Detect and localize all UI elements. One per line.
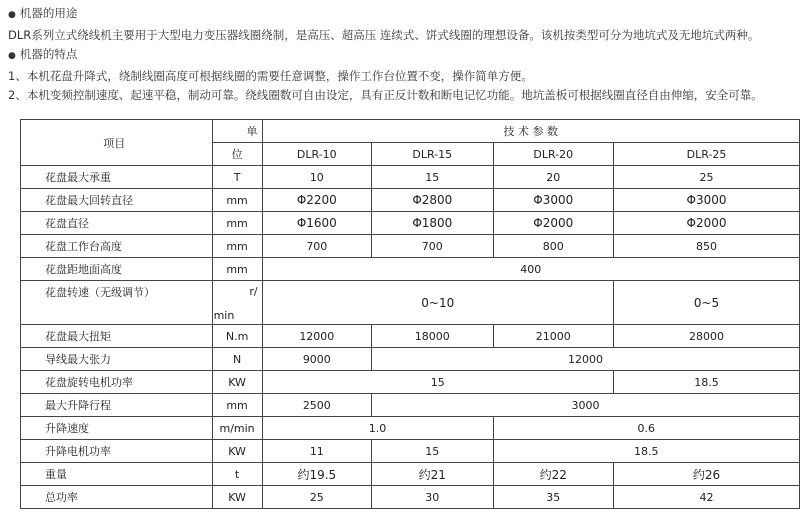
row-unit: mm <box>212 235 262 258</box>
cell-value: 0.6 <box>493 417 799 440</box>
cell-value: 10 <box>262 166 372 189</box>
row-label: 花盘工作台高度 <box>21 235 213 258</box>
row-label: 升降速度 <box>21 417 213 440</box>
intro-section <box>8 4 763 106</box>
cell-value: 800 <box>493 235 613 258</box>
row-unit: N <box>212 348 262 371</box>
cell-value: 18000 <box>372 325 493 348</box>
table-row <box>21 212 800 235</box>
cell-value: Φ1600 <box>262 212 372 235</box>
cell-value: Φ3000 <box>613 189 799 212</box>
row-unit: m/min <box>212 417 262 440</box>
model-header: DLR-15 <box>372 143 493 166</box>
cell-value: Φ2000 <box>493 212 613 235</box>
unit-bottom: min <box>213 309 235 322</box>
cell-value: 约26 <box>613 463 799 486</box>
row-label: 总功率 <box>21 486 213 509</box>
cell-value: 18.5 <box>613 371 799 394</box>
row-unit: KW <box>212 371 262 394</box>
cell-value: 1.0 <box>262 417 493 440</box>
row-label: 花盘直径 <box>21 212 213 235</box>
cell-value: 20 <box>493 166 613 189</box>
model-header: DLR-20 <box>493 143 613 166</box>
cell-value: 9000 <box>262 348 372 371</box>
table-row <box>21 325 800 348</box>
table-row <box>21 371 800 394</box>
cell-value: 0~10 <box>262 281 613 325</box>
table-row <box>21 235 800 258</box>
cell-value: 25 <box>262 486 372 509</box>
usage-title: 机器的用途 <box>19 6 78 20</box>
cell-value: 3000 <box>372 394 800 417</box>
row-unit: N.m <box>212 325 262 348</box>
cell-value: Φ2000 <box>613 212 799 235</box>
row-unit: mm <box>212 189 262 212</box>
row-unit: mm <box>212 394 262 417</box>
usage-text: DLR系列立式绕线机主要用于大型电力变压器线圈绕制，是高压、超高压 连续式、饼式线圈的理想设备。该机按类型可分为地坑式及无地坑式两种。 <box>8 27 760 42</box>
cell-value: Φ3000 <box>493 189 613 212</box>
bullet-icon: ● <box>8 10 16 20</box>
cell-value: 700 <box>372 235 493 258</box>
cell-value: 850 <box>613 235 799 258</box>
cell-value: 15 <box>262 371 613 394</box>
cell-value: Φ1800 <box>372 212 493 235</box>
cell-value: 700 <box>262 235 372 258</box>
header-unit-bottom: 位 <box>212 143 262 166</box>
table-row <box>21 281 800 325</box>
row-unit: T <box>212 166 262 189</box>
cell-value: 18.5 <box>493 440 799 463</box>
row-label: 花盘旋转电机功率 <box>21 371 213 394</box>
row-label: 花盘最大回转直径 <box>21 189 213 212</box>
spec-table <box>20 119 800 509</box>
features-heading <box>8 45 763 67</box>
row-unit: KW <box>212 440 262 463</box>
cell-value: 35 <box>493 486 613 509</box>
table-row <box>21 258 800 281</box>
cell-value: 约22 <box>493 463 613 486</box>
row-unit: t <box>212 463 262 486</box>
table-row <box>21 348 800 371</box>
cell-value: 21000 <box>493 325 613 348</box>
header-unit-top: 单 <box>212 120 262 143</box>
table-row <box>21 463 800 486</box>
row-label: 花盘最大承重 <box>21 166 213 189</box>
table-header-row <box>21 120 800 143</box>
cell-value: 2500 <box>262 394 372 417</box>
cell-value: 400 <box>262 258 799 281</box>
cell-value: 28000 <box>613 325 799 348</box>
table-row <box>21 417 800 440</box>
row-label: 最大升降行程 <box>21 394 213 417</box>
cell-value: 11 <box>262 440 372 463</box>
cell-value: Φ2200 <box>262 189 372 212</box>
cell-value: 15 <box>372 166 493 189</box>
cell-value: 25 <box>613 166 799 189</box>
table-row <box>21 486 800 509</box>
row-label: 重量 <box>21 463 213 486</box>
cell-value: 30 <box>372 486 493 509</box>
cell-value: 12000 <box>262 325 372 348</box>
row-label: 花盘最大扭矩 <box>21 325 213 348</box>
usage-heading <box>8 4 763 26</box>
cell-value: 12000 <box>372 348 800 371</box>
cell-value: 约21 <box>372 463 493 486</box>
row-unit: mm <box>212 258 262 281</box>
feature-1: 1、本机花盘升降式，绕制线圈高度可根据线圈的需要任意调整，操作工作台位置不变，操作简单方便。 <box>8 68 533 83</box>
table-row <box>21 189 800 212</box>
table-row <box>21 440 800 463</box>
cell-value: 42 <box>613 486 799 509</box>
header-item: 项目 <box>21 120 213 166</box>
features-title: 机器的特点 <box>19 47 78 61</box>
unit-top: r/ <box>249 285 258 298</box>
table-row <box>21 394 800 417</box>
model-header: DLR-10 <box>262 143 372 166</box>
row-unit: mm <box>212 212 262 235</box>
row-label: 导线最大张力 <box>21 348 213 371</box>
cell-value: 15 <box>372 440 493 463</box>
row-label: 升降电机功率 <box>21 440 213 463</box>
cell-value: 约19.5 <box>262 463 372 486</box>
feature-2: 2、本机变频控制速度、起速平稳，制动可靠。绕线圈数可自由设定，具有正反计数和断电记忆功能。地坑盖板可根据线圈直径自由伸缩，安全可靠。 <box>8 88 763 102</box>
row-label: 花盘转速（无级调节） <box>21 281 213 325</box>
model-header: DLR-25 <box>613 143 799 166</box>
cell-value: 0~5 <box>613 281 799 325</box>
cell-value: Φ2800 <box>372 189 493 212</box>
row-unit: KW <box>212 486 262 509</box>
header-params: 技 术 参 数 <box>262 120 799 143</box>
row-label: 花盘距地面高度 <box>21 258 213 281</box>
table-row <box>21 166 800 189</box>
bullet-icon: ● <box>8 51 16 61</box>
row-unit <box>212 281 262 325</box>
